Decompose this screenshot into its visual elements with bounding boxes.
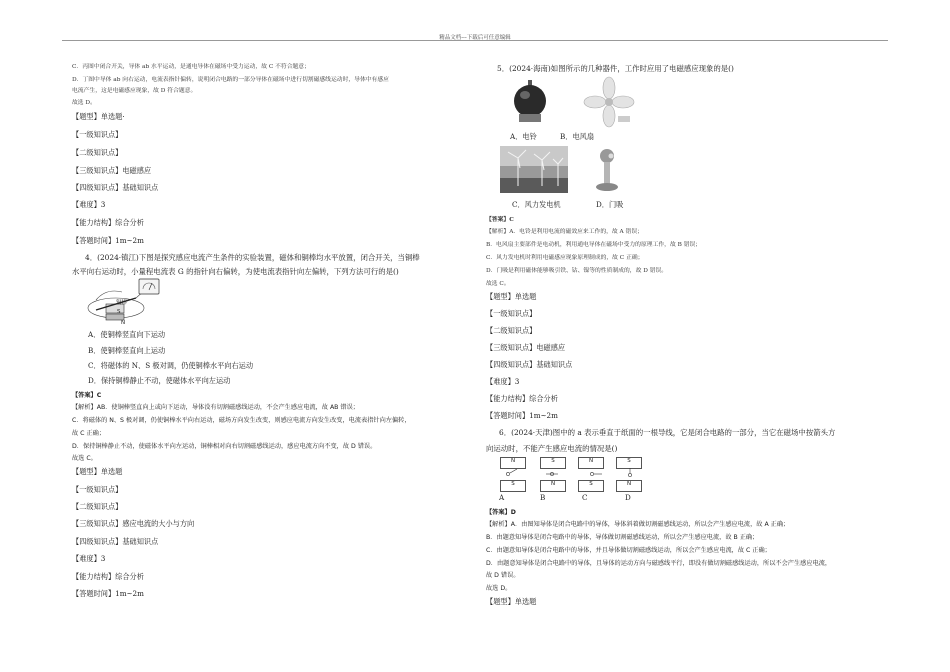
explain-c: C．丙图中闭合开关，导体 ab 水平运动，是通电导体在磁场中受力运动，故 C 不符合题意； <box>72 64 310 70</box>
q4-explain-2: C．将磁体的 N、S 极对调，仍使铜棒水平向右运动，磁场方向发生改变，则感应电流方向发生改变，电流表指针向左偏转， <box>72 417 411 424</box>
q6-c-top-pole: N <box>578 457 604 469</box>
explain-d2: 电流产生，这是电磁感应现象，故 D 符合题意。 <box>72 88 197 94</box>
q4-explain-5: 故选 C。 <box>72 455 97 462</box>
q5-meta-k3: 【三级知识点】电磁感应 <box>486 343 566 352</box>
q4-explain-3: 故 C 正确； <box>72 430 106 437</box>
q4-explain-1: 【解析】AB．使铜棒竖直向上或向下运动，导体没有切割磁感线运动，不会产生感应电流，故 AB 错误； <box>72 404 359 411</box>
q6-label-d: D <box>625 493 631 502</box>
q6-label-b: B <box>540 493 546 502</box>
q4-option-c: C．将磁体的 N、S 极对调，仍使铜棒水平向右运动 <box>88 361 254 370</box>
q6-stem-line1: 6．(2024·天津)图中的 a 表示垂直于纸面的一根导线，它是闭合电路的一部分，当它在磁场中按箭头方 <box>499 428 836 437</box>
q4-figure-n-label: N <box>121 320 126 326</box>
q4-meta-k4: 【四级知识点】基础知识点 <box>72 537 159 546</box>
q6-explain-4: D．由题意知导体是闭合电路中的导体，且导体的运动方向与磁感线平行，即没有做切割磁感线运动，所以不会产生感应电流， <box>486 560 832 567</box>
q4-figure-s-label: S <box>117 309 121 315</box>
q5-meta-k2: 【二级知识点】 <box>486 326 537 335</box>
q5-meta-time: 【答题时间】1m~2m <box>486 411 558 420</box>
q6-explain-1: 【解析】A．由图知导体是闭合电路中的导体，导体斜着做切割磁感线运动，所以会产生感应电流，故 A 正确； <box>486 521 790 528</box>
q5-explain-4: D．门吸是利用磁体能够吸引铁、钴、镍等的性质制成的，故 D 错误。 <box>486 268 668 274</box>
q6-explain-2: B．由题意知导体是闭合电路中的导体，导体做切割磁感线运动，所以会产生感应电流，故 B 正确； <box>486 534 759 541</box>
q6-d-bottom-pole: N <box>616 480 642 492</box>
q4-meta-difficulty: 【难度】3 <box>72 554 106 563</box>
q4-meta-ability: 【能力结构】综合分析 <box>72 572 144 581</box>
q3-meta-type: 【题型】单选题· <box>72 112 125 121</box>
q6-a-bottom-pole: S <box>500 480 526 492</box>
q5-meta-ability: 【能力结构】综合分析 <box>486 394 558 403</box>
q6-stem-line2: 向运动时，不能产生感应电流的情况是() <box>486 444 618 453</box>
q4-explain-4: D．保持铜棒静止不动，使磁体水平向左运动，铜棒相对向右切割磁感线运动，感应电流方向不变，故 D 错误。 <box>72 443 377 450</box>
q5-explain-3: C．风力发电机时利用电磁感应现象原理制成的，故 C 正确； <box>486 255 644 261</box>
galvanometer-figure <box>138 278 160 296</box>
q5-meta-type: 【题型】单选题 <box>486 292 537 301</box>
q4-meta-k2: 【二级知识点】 <box>72 502 123 511</box>
q6-label-a: A <box>499 493 505 502</box>
q3-meta-time: 【答题时间】1m~2m <box>72 236 144 245</box>
q6-answer: 【答案】D <box>486 509 516 516</box>
q5-explain-2: B．电风扇主要部件是电动机，利用通电导体在磁场中受力的原理工作，故 B 错误； <box>486 242 702 248</box>
q6-explain-3: C．由题意知导体是闭合电路中的导体，并且导体做切割磁感线运动，所以会产生感应电流，故 C 正确； <box>486 547 771 554</box>
q4-stem-line2: 水平向右运动时，小量程电流表 G 的指针向右偏转，为使电流表指针向左偏转，下列方法可行的是() <box>72 267 399 276</box>
q3-meta-difficulty: 【难度】3 <box>72 200 106 209</box>
q3-meta-k2: 【二级知识点】 <box>72 148 123 157</box>
q4-meta-type: 【题型】单选题 <box>72 467 123 476</box>
header-divider <box>62 40 888 41</box>
door-stop-figure <box>593 148 623 193</box>
q3-meta-k4: 【四级知识点】基础知识点 <box>72 183 159 192</box>
q4-option-b: B．使铜棒竖直向上运动 <box>88 346 166 355</box>
q5-explain-5: 故选 C。 <box>486 281 510 287</box>
electric-bell-figure <box>510 80 550 125</box>
q3-meta-k1: 【一级知识点】 <box>72 130 123 139</box>
q5-label-d: D．门吸 <box>596 200 624 209</box>
q6-meta-type: 【题型】单选题 <box>486 597 537 606</box>
electric-fan-figure <box>583 76 635 128</box>
q4-meta-time: 【答题时间】1m~2m <box>72 589 144 598</box>
q6-b-bottom-pole: N <box>540 480 566 492</box>
q6-a-top-pole: N <box>500 457 526 469</box>
explain-d1: D．丁图中导体 ab 向右运动，电流表指针偏转，说明闭合电路的一部分导体在磁场中进行切割磁感线运动时，导体中有感应 <box>72 77 389 83</box>
q5-label-c: C．风力发电机 <box>512 200 561 209</box>
q4-option-a: A．使铜棒竖直向下运动 <box>88 330 166 339</box>
q5-stem: 5．(2024·海南)如图所示的几种器件，工作时应用了电磁感应现象的是() <box>497 64 734 73</box>
q3-meta-k3: 【三级知识点】电磁感应 <box>72 166 152 175</box>
q6-d-top-pole: S <box>616 457 642 469</box>
q6-c-bottom-pole: S <box>578 480 604 492</box>
q6-conductor-arrows <box>500 467 650 481</box>
q6-b-top-pole: S <box>540 457 566 469</box>
q5-meta-k1: 【一级知识点】 <box>486 309 537 318</box>
q4-figure-rod-label: 铜棒 <box>116 300 128 306</box>
explain-answer: 故选 D。 <box>72 100 96 106</box>
q5-explain-1: 【解析】A．电铃是利用电流的磁效应来工作的，故 A 错误； <box>486 229 643 235</box>
q3-meta-ability: 【能力结构】综合分析 <box>72 218 144 227</box>
wind-turbine-figure <box>500 146 568 193</box>
q4-option-d: D．保持铜棒静止不动，使磁体水平向左运动 <box>88 376 231 385</box>
q4-meta-k3: 【三级知识点】感应电流的大小与方向 <box>72 519 195 528</box>
page-header: 精品文档---下载后可任意编辑 <box>439 35 511 41</box>
q4-answer: 【答案】C <box>72 392 102 399</box>
q5-meta-difficulty: 【难度】3 <box>486 377 520 386</box>
q5-label-b: B．电风扇 <box>560 132 595 141</box>
q5-label-a: A．电铃 <box>510 132 537 141</box>
q4-meta-k1: 【一级知识点】 <box>72 485 123 494</box>
q6-explain-6: 故选 D。 <box>486 585 512 592</box>
q5-meta-k4: 【四级知识点】基础知识点 <box>486 360 573 369</box>
q6-label-c: C <box>582 493 588 502</box>
q4-stem-line1: 4．(2024·镇江)下图是探究感应电流产生条件的实验装置，磁体和铜棒均水平放置，闭合开关，当铜棒 <box>85 253 420 262</box>
q6-explain-5: 故 D 错误。 <box>486 572 520 579</box>
q5-answer: 【答案】C <box>486 217 514 223</box>
